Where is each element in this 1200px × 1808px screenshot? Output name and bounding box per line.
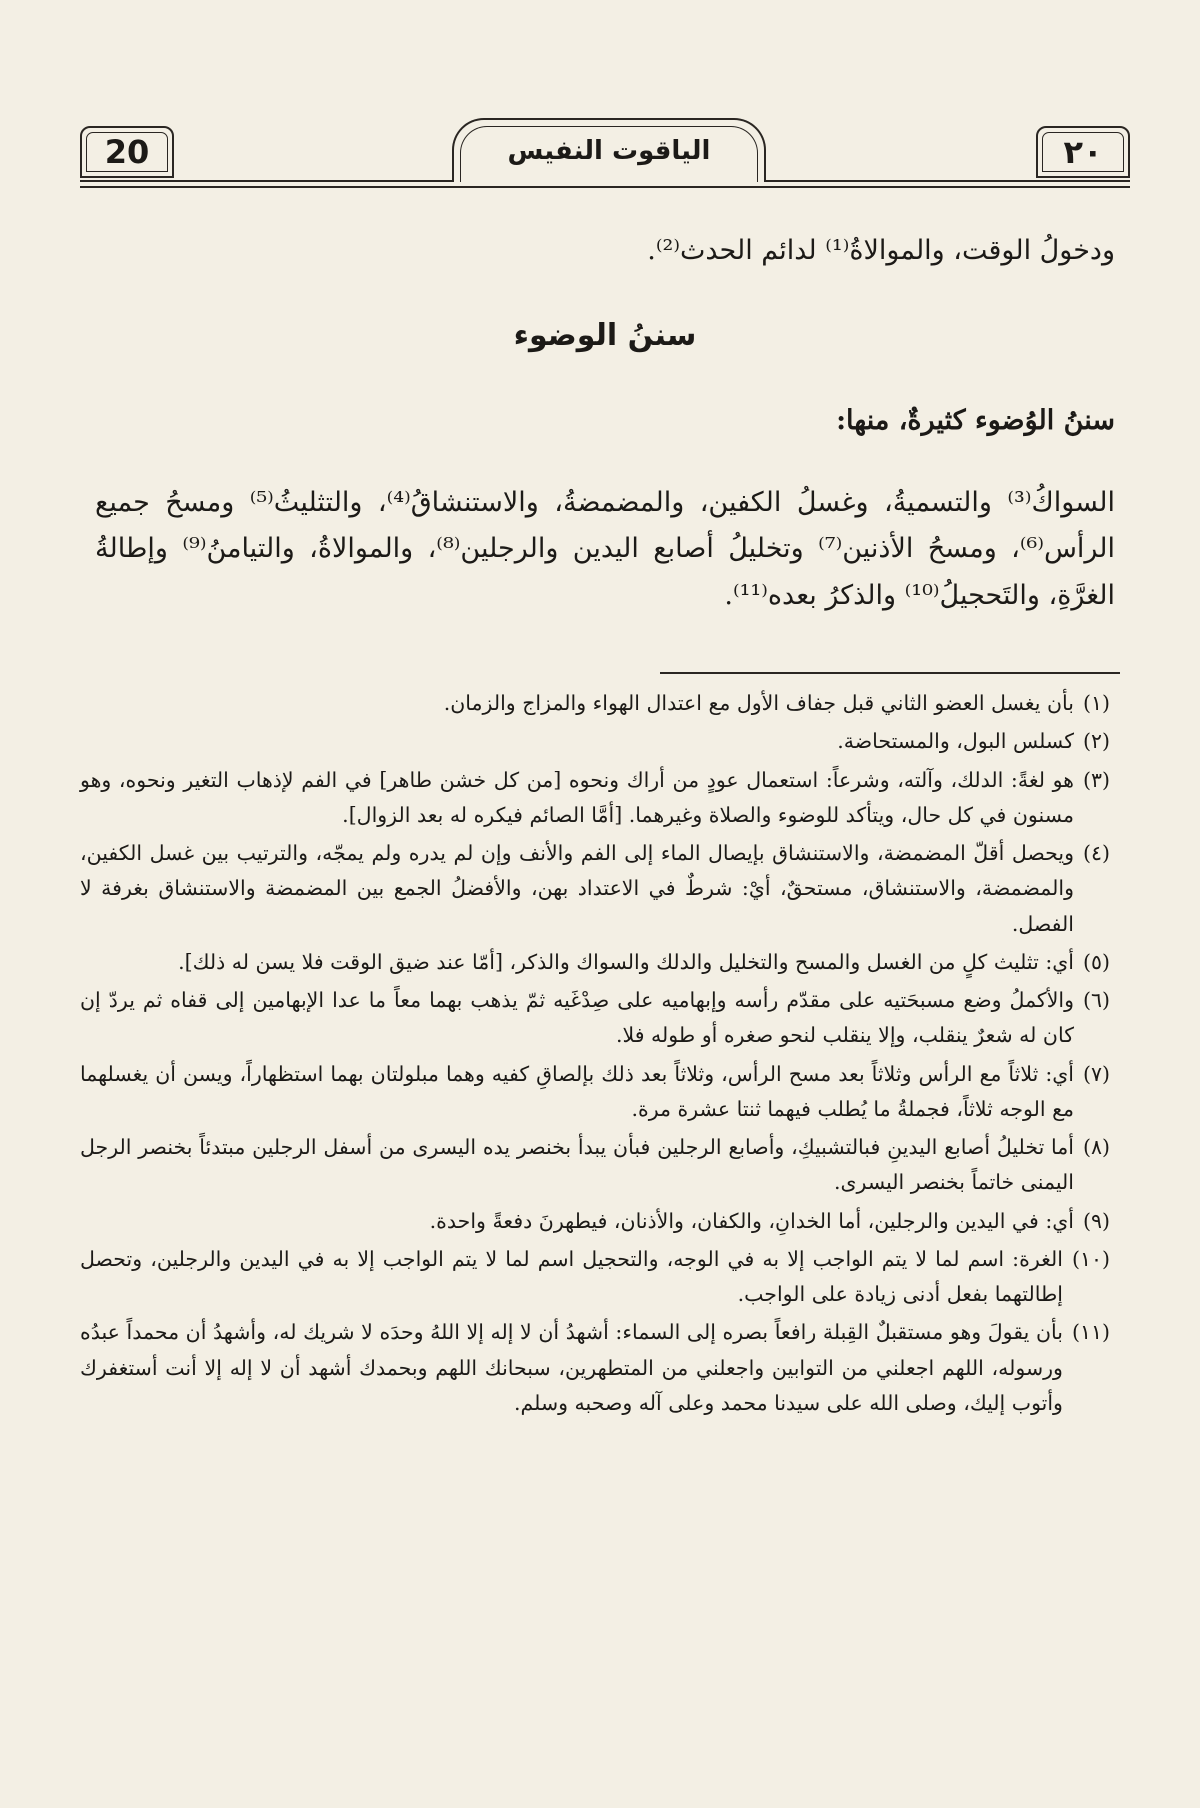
footnote	[80, 836, 1110, 942]
footnotes	[80, 684, 1110, 1424]
footnote-number: (١)	[1082, 691, 1110, 715]
footnote-text: بأن يقولَ وهو مستقبلٌ القِبلة رافعاً بصره إلى السماء: أشهدُ أن لا إله إلا اللهُ وحدَه لا شريك له، وأشهدُ أن محمداً عبدُه ورسوله، اللهم اجعلني من التوابين واجعلني من المتطهرين، سبحانك اللهم وبحمدك أشهد أن لا إله إلا أنت أستغفرك وأتوب إليك، وصلى الله على سيدنا محمد وعلى آله وصحبه وسلم.	[80, 1320, 1063, 1415]
footnote	[80, 1130, 1110, 1201]
page-header	[80, 108, 1130, 188]
footnote	[80, 1057, 1110, 1128]
intro-text: سننُ الوُضوء كثيرةٌ، منها:	[836, 405, 1115, 436]
opening-line-text: ودخولُ الوقت، والموالاةُ⁽¹⁾ لدائم الحدث⁽²⁾.	[647, 235, 1115, 266]
footnote	[80, 724, 1110, 759]
page-number-latin: 20	[80, 126, 174, 178]
section-heading: سننُ الوضوء	[513, 318, 697, 353]
opening-line	[95, 228, 1115, 274]
footnote	[80, 945, 1110, 980]
footnote-separator	[660, 672, 1120, 674]
footnote-text: أما تخليلُ أصابع اليدينِ فبالتشبيكِ، وأصابع الرجلين فبأن يبدأ بخنصر يده اليسرى من أسفل الرجلين مبتدئاً بخنصر الرجل اليمنى خاتماً بخنصر اليسرى.	[80, 1135, 1074, 1195]
footnote-text: أي: في اليدين والرجلين، أما الخدانِ، والكفان، والأذنان، فيطهرنَ دفعةً واحدة.	[429, 1208, 1074, 1233]
running-title: الياقوت النفيس	[452, 118, 766, 182]
footnote	[80, 763, 1110, 834]
intro-line	[95, 398, 1115, 444]
body-text: السواكُ⁽³⁾ والتسميةُ، وغسلُ الكفين، والمضمضةُ، والاستنشاقُ⁽⁴⁾، والتثليثُ⁽⁵⁾ ومسحُ جميع الرأس⁽⁶⁾، ومسحُ الأذنين⁽⁷⁾ وتخليلُ أصابع اليدين والرجلين⁽⁸⁾، والموالاةُ، والتيامنُ⁽⁹⁾ وإطالةُ الغرَّةِ، والتَحجيلُ⁽¹⁰⁾ والذكرُ بعده⁽¹¹⁾.	[95, 487, 1116, 611]
footnote-text: الغرة: اسم لما لا يتم الواجب إلا به في الوجه، والتحجيل اسم لما لا يتم الواجب إلا به في اليدين والرجلين، وتحصل إطالتهما بفعل أدنى زيادة على الواجب.	[80, 1246, 1063, 1306]
footnote-number: (٨)	[1082, 1135, 1110, 1159]
footnote	[80, 1242, 1110, 1313]
footnote-text: هو لغةً: الدلك، وآلته، وشرعاً: استعمال عودٍ من أراك ونحوه [من كل خشن طاهر] في الفم لإذهاب التغير ونحوه، وهو مسنون في كل حال، ويتأكد للوضوء والصلاة وغيرهما. [أمَّا الصائم فيكره له بعد الزوال].	[80, 767, 1074, 827]
footnote-number: (١١)	[1071, 1320, 1110, 1345]
page-number-arabic: ٢٠	[1036, 126, 1130, 178]
footnote-text: أي: تثليث كلٍ من الغسل والمسح والتخليل والدلك والسواك والذكر، [أمّا عند ضيق الوقت فلا يسن له ذلك].	[178, 949, 1074, 974]
footnote-number: (٦)	[1082, 988, 1110, 1012]
footnote	[80, 983, 1110, 1054]
footnote-text: بأن يغسل العضو الثاني قبل جفاف الأول مع اعتدال الهواء والمزاج والزمان.	[443, 691, 1074, 715]
footnote-text: ويحصل أقلّ المضمضة، والاستنشاق بإيصال الماء إلى الفم والأنف وإن لم يدره ولم يمجّه، والترتيب بين غسل الكفين، والمضمضة، والاستنشاق، مستحقٌ، أيْ: شرطٌ في الاعتداد بهن، والأفضلُ الجمع بين المضمضة والاستنشاق بغرفة لا الفصل.	[80, 841, 1074, 936]
footnote	[80, 686, 1110, 721]
footnote-number: (١٠)	[1071, 1246, 1110, 1271]
footnote	[80, 1204, 1110, 1239]
footnote	[80, 1315, 1110, 1421]
footnote-number: (٧)	[1082, 1061, 1110, 1086]
header-rule	[80, 186, 1130, 188]
footnote-number: (٤)	[1082, 841, 1110, 865]
body-paragraph	[95, 480, 1115, 619]
footnote-text: كسلس البول، والمستحاضة.	[837, 729, 1074, 754]
footnote-number: (٩)	[1082, 1208, 1110, 1233]
footnote-text: والأكملُ وضع مسبحَتيه على مقدّم رأسه وإبهاميه على صِدْغَيه ثمّ يذهب بهما معاً ما عدا الإبهامين إلى قفاه ثم يردّ إن كان له شعرٌ ينقلب، وإلا ينقلب لنحو صغره أو طوله فلا.	[80, 988, 1074, 1048]
footnote-number: (٥)	[1082, 949, 1110, 974]
footnote-text: أي: ثلاثاً مع الرأس وثلاثاً بعد مسح الرأس، وثلاثاً بعد ذلك بإلصاقِ كفيه وهما مبلولتان بهما استظهاراً، ويسن أن يغسلهما مع الوجه ثلاثاً، فجملةُ ما يُطلب فيهما ثنتا عشرة مرة.	[80, 1061, 1074, 1121]
footnote-number: (٣)	[1082, 767, 1110, 792]
footnote-number: (٢)	[1082, 729, 1110, 754]
